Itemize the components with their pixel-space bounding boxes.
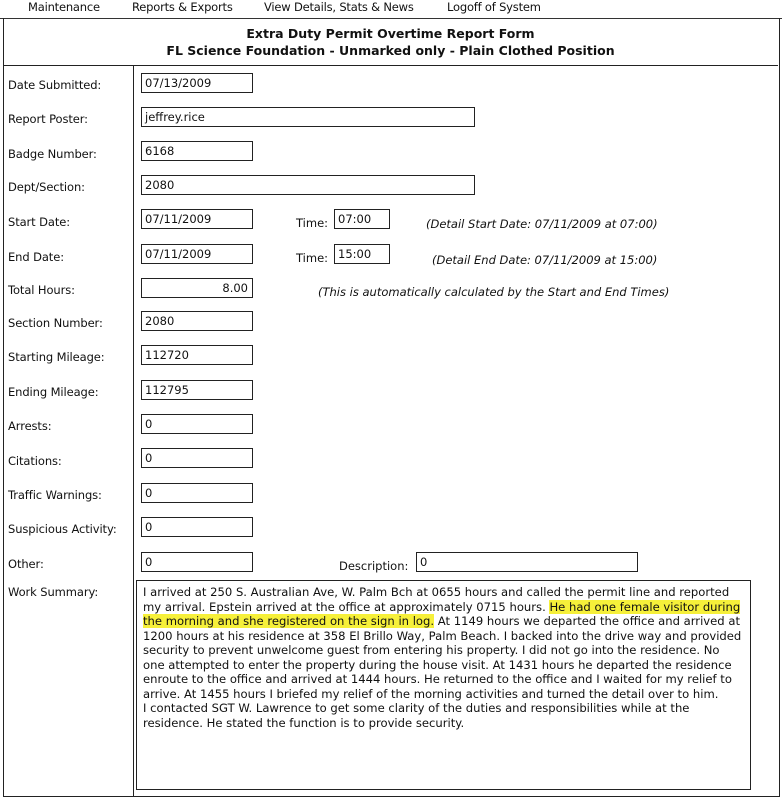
other-field[interactable]: 0 bbox=[141, 552, 253, 572]
menu-reports-exports[interactable]: Reports & Exports bbox=[132, 0, 233, 14]
start-detail-note: (Detail Start Date: 07/11/2009 at 07:00) bbox=[426, 217, 658, 231]
end-time-label: Time: bbox=[296, 251, 329, 265]
label-badge-number: Badge Number: bbox=[8, 147, 97, 161]
ending-mileage-field[interactable]: 112795 bbox=[141, 380, 253, 400]
label-suspicious-activity: Suspicious Activity: bbox=[8, 522, 117, 536]
form-subtitle: FL Science Foundation - Unmarked only - Plain Clothed Position bbox=[166, 43, 615, 58]
starting-mileage-field[interactable]: 112720 bbox=[141, 345, 253, 365]
badge-number-field[interactable]: 6168 bbox=[141, 141, 253, 161]
work-summary-textarea[interactable] bbox=[136, 580, 751, 790]
end-time-field[interactable]: 15:00 bbox=[334, 244, 390, 264]
total-hours-field: 8.00 bbox=[141, 278, 253, 298]
label-section-number: Section Number: bbox=[8, 316, 103, 330]
form-title: Extra Duty Permit Overtime Report Form bbox=[246, 26, 535, 41]
label-report-poster: Report Poster: bbox=[8, 112, 88, 126]
total-hours-note: (This is automatically calculated by the Start and End Times) bbox=[318, 285, 670, 299]
start-time-field[interactable]: 07:00 bbox=[334, 209, 390, 229]
work-summary-highlight: He had one female visitor during the morning and she registered on the sign in log. bbox=[143, 599, 741, 628]
arrests-field[interactable]: 0 bbox=[141, 414, 253, 434]
label-traffic-warnings: Traffic Warnings: bbox=[8, 488, 102, 502]
end-detail-note: (Detail End Date: 07/11/2009 at 15:00) bbox=[432, 253, 658, 267]
label-work-summary: Work Summary: bbox=[8, 585, 99, 599]
label-ending-mileage: Ending Mileage: bbox=[8, 385, 99, 399]
label-start-date: Start Date: bbox=[8, 215, 71, 229]
menu-logoff[interactable]: Logoff of System bbox=[447, 0, 541, 14]
date-submitted-field[interactable]: 07/13/2009 bbox=[141, 73, 253, 93]
dept-section-field[interactable]: 2080 bbox=[141, 175, 475, 195]
report-poster-field[interactable]: jeffrey.rice bbox=[141, 107, 475, 127]
label-arrests: Arrests: bbox=[8, 419, 52, 433]
label-starting-mileage: Starting Mileage: bbox=[8, 350, 105, 364]
work-summary-text-2: At 1149 hours we departed the office and arrived at 1200 hours at his residence at 358 El Brillo Way, Palm Beach. I backed into the drive way and provided security to prevent unwelcome guest from entering his property. I did not go into the residence. No one attempted to enter the property during the house visit. At 1431 hours he departed the residence enroute to the office and arrived at 1444 hours. He returned to the office and I waited for my relief to arrive. At 1455 hours I briefed my relief of the morning activities and turned the detail over to him. bbox=[143, 614, 742, 701]
menu-view-details[interactable]: View Details, Stats & News bbox=[264, 0, 414, 14]
label-end-date: End Date: bbox=[8, 250, 64, 264]
description-field[interactable]: 0 bbox=[416, 552, 638, 572]
work-summary-text-3: I contacted SGT W. Lawrence to get some clarity of the duties and responsibilities while at the residence. He stated the function is to provide security. bbox=[143, 701, 690, 730]
label-total-hours: Total Hours: bbox=[8, 283, 75, 297]
label-dept-section: Dept/Section: bbox=[8, 180, 85, 194]
label-citations: Citations: bbox=[8, 454, 62, 468]
label-date-submitted: Date Submitted: bbox=[8, 78, 102, 92]
suspicious-activity-field[interactable]: 0 bbox=[141, 517, 253, 537]
description-label: Description: bbox=[339, 559, 409, 573]
work-summary-text-1: I arrived at 250 S. Australian Ave, W. Palm Bch at 0655 hours and called the permit line and reported my arrival. Epstein arrived at the office at approximately 0715 hours. bbox=[143, 585, 730, 614]
end-date-field[interactable]: 07/11/2009 bbox=[141, 244, 253, 264]
label-other: Other: bbox=[8, 557, 44, 571]
section-number-field[interactable]: 2080 bbox=[141, 311, 253, 331]
citations-field[interactable]: 0 bbox=[141, 448, 253, 468]
start-date-field[interactable]: 07/11/2009 bbox=[141, 209, 253, 229]
start-time-label: Time: bbox=[296, 216, 329, 230]
form-header bbox=[3, 18, 778, 66]
traffic-warnings-field[interactable]: 0 bbox=[141, 483, 253, 503]
menu-maintenance[interactable]: Maintenance bbox=[28, 0, 100, 14]
menu-bar bbox=[0, 0, 782, 19]
